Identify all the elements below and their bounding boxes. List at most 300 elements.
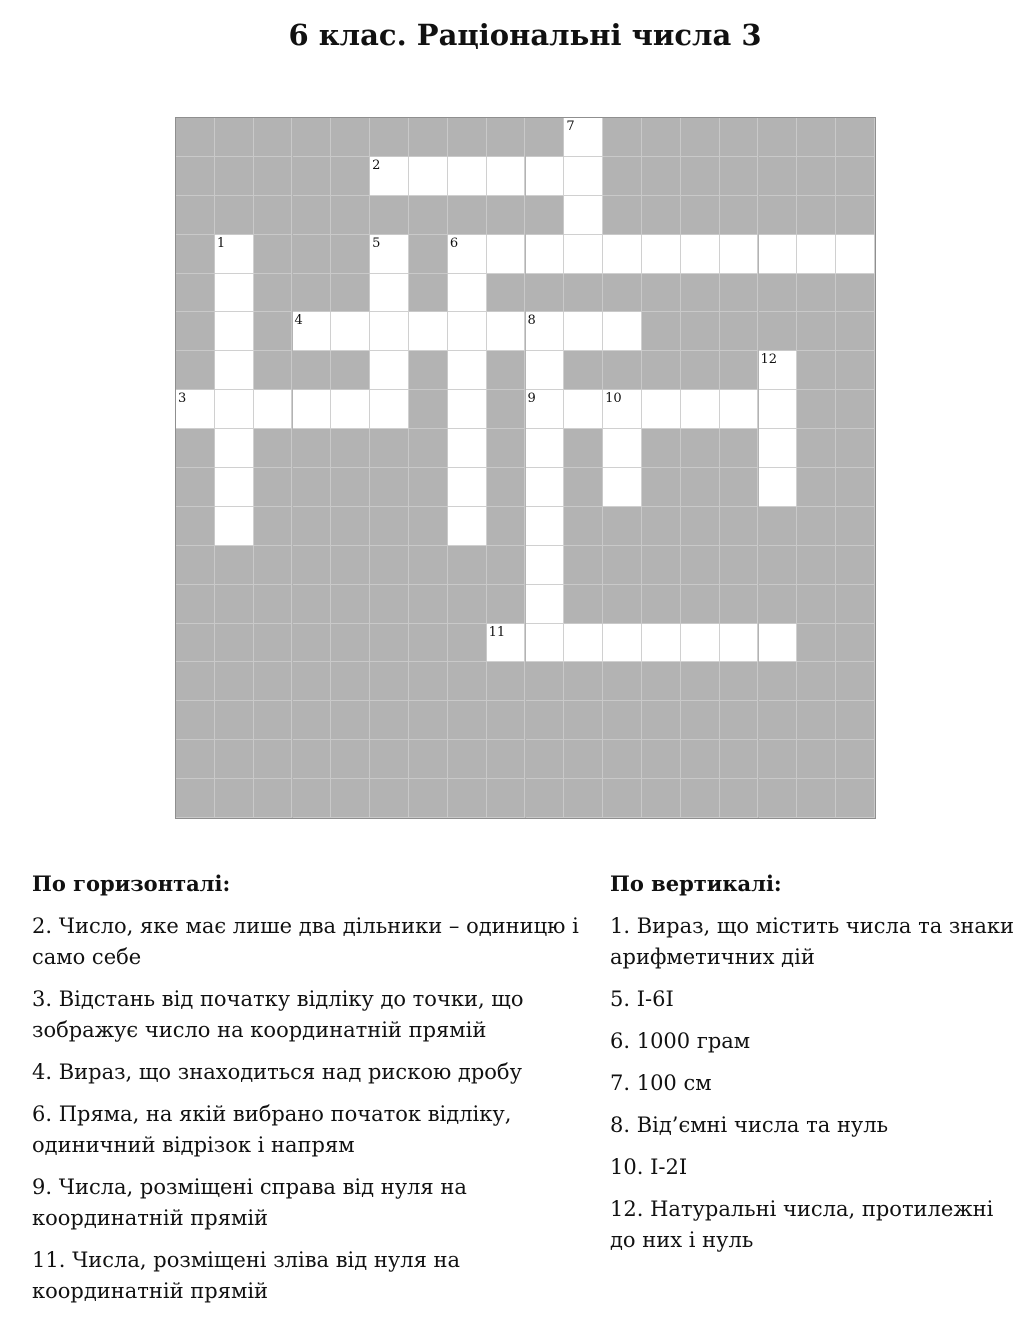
crossword-cell-blocked xyxy=(797,701,836,740)
crossword-cell-blocked xyxy=(370,624,409,663)
crossword-cell-blocked xyxy=(720,312,759,351)
crossword-cell-open[interactable] xyxy=(487,157,526,196)
crossword-cell-blocked xyxy=(448,779,487,818)
crossword-cell-blocked xyxy=(603,351,642,390)
crossword-cell-open[interactable] xyxy=(448,390,487,429)
crossword-cell-blocked xyxy=(642,351,681,390)
crossword-cell-blocked xyxy=(176,779,215,818)
crossword-cell-open[interactable] xyxy=(759,624,798,663)
crossword-cell-blocked xyxy=(681,157,720,196)
crossword-cell-open[interactable] xyxy=(564,312,603,351)
down-clue-8: 8. Від’ємні числа та нуль xyxy=(610,1113,889,1137)
crossword-cell-blocked xyxy=(176,585,215,624)
crossword-cell-blocked xyxy=(564,507,603,546)
crossword-cell-blocked xyxy=(331,157,370,196)
crossword-cell-open[interactable] xyxy=(720,390,759,429)
down-clue-6: 6. 1000 грам xyxy=(610,1029,751,1053)
crossword-cell-blocked xyxy=(176,157,215,196)
crossword-cell-open[interactable] xyxy=(370,157,409,196)
crossword-cell-blocked xyxy=(293,196,332,235)
crossword-cell-blocked xyxy=(797,274,836,313)
crossword-cell-open[interactable] xyxy=(448,507,487,546)
crossword-cell-blocked xyxy=(409,235,448,274)
crossword-cell-blocked xyxy=(836,662,875,701)
crossword-cell-blocked xyxy=(176,274,215,313)
crossword-cell-blocked xyxy=(254,235,293,274)
crossword-cell-open[interactable] xyxy=(370,274,409,313)
crossword-cell-blocked xyxy=(293,351,332,390)
crossword-cell-open[interactable] xyxy=(293,390,332,429)
crossword-cell-open[interactable] xyxy=(331,390,370,429)
crossword-cell-open[interactable] xyxy=(564,624,603,663)
crossword-cell-blocked xyxy=(176,468,215,507)
crossword-cell-blocked xyxy=(254,468,293,507)
crossword-cell-blocked xyxy=(759,701,798,740)
crossword-cell-blocked xyxy=(681,196,720,235)
down-clue-10: 10. І-2І xyxy=(610,1155,688,1179)
crossword-cell-blocked xyxy=(681,118,720,157)
crossword-cell-blocked xyxy=(254,312,293,351)
crossword-cell-blocked xyxy=(487,546,526,585)
crossword-cell-blocked xyxy=(176,235,215,274)
crossword-cell-open[interactable] xyxy=(836,235,875,274)
crossword-cell-blocked xyxy=(448,196,487,235)
crossword-cell-open[interactable] xyxy=(603,235,642,274)
crossword-cell-blocked xyxy=(370,507,409,546)
crossword-cell-blocked xyxy=(797,351,836,390)
crossword-cell-open[interactable] xyxy=(487,624,526,663)
crossword-cell-blocked xyxy=(759,157,798,196)
crossword-cell-blocked xyxy=(603,118,642,157)
crossword-cell-blocked xyxy=(409,662,448,701)
down-clues xyxy=(610,868,1020,1267)
page-title: 6 клас. Раціональні числа 3 xyxy=(288,18,762,52)
crossword-cell-blocked xyxy=(409,546,448,585)
crossword-cell-blocked xyxy=(293,624,332,663)
crossword-cell-blocked xyxy=(331,118,370,157)
crossword-cell-blocked xyxy=(409,624,448,663)
crossword-cell-blocked xyxy=(293,274,332,313)
crossword-cell-blocked xyxy=(564,351,603,390)
crossword-cell-open[interactable] xyxy=(526,624,565,663)
crossword-cell-open[interactable] xyxy=(526,312,565,351)
crossword-cell-blocked xyxy=(720,662,759,701)
crossword-cell-blocked xyxy=(526,118,565,157)
crossword-cell-blocked xyxy=(720,779,759,818)
crossword-cell-blocked xyxy=(215,196,254,235)
crossword-cell-blocked xyxy=(797,429,836,468)
crossword-cell-blocked xyxy=(254,351,293,390)
crossword-cell-blocked xyxy=(254,740,293,779)
crossword-cell-open[interactable] xyxy=(370,235,409,274)
crossword-cell-blocked xyxy=(176,312,215,351)
crossword-cell-blocked xyxy=(293,740,332,779)
crossword-cell-blocked xyxy=(797,585,836,624)
crossword-cell-open[interactable] xyxy=(215,274,254,313)
clue-number: 1 xyxy=(216,235,226,251)
crossword-cell-blocked xyxy=(797,196,836,235)
crossword-cell-blocked xyxy=(603,701,642,740)
crossword-cell-blocked xyxy=(215,740,254,779)
crossword-cell-blocked xyxy=(720,468,759,507)
crossword-cell-blocked xyxy=(642,157,681,196)
crossword-cell-open[interactable] xyxy=(603,624,642,663)
crossword-cell-blocked xyxy=(176,507,215,546)
crossword-cell-blocked xyxy=(603,274,642,313)
crossword-cell-open[interactable] xyxy=(448,468,487,507)
crossword-cell-blocked xyxy=(331,429,370,468)
crossword-cell-blocked xyxy=(487,390,526,429)
crossword-cell-blocked xyxy=(331,701,370,740)
crossword-cell-open[interactable] xyxy=(215,468,254,507)
crossword-cell-open[interactable] xyxy=(526,429,565,468)
crossword-cell-open[interactable] xyxy=(448,274,487,313)
crossword-cell-blocked xyxy=(409,468,448,507)
crossword-cell-blocked xyxy=(254,624,293,663)
crossword-cell-open[interactable] xyxy=(603,312,642,351)
crossword-cell-blocked xyxy=(681,585,720,624)
crossword-cell-open[interactable] xyxy=(564,196,603,235)
crossword-cell-blocked xyxy=(293,235,332,274)
crossword-cell-blocked xyxy=(720,546,759,585)
crossword-cell-blocked xyxy=(448,585,487,624)
clue-number: 11 xyxy=(488,624,506,640)
crossword-cell-open[interactable] xyxy=(526,507,565,546)
crossword-cell-blocked xyxy=(176,624,215,663)
crossword-cell-blocked xyxy=(759,118,798,157)
crossword-cell-open[interactable] xyxy=(448,157,487,196)
crossword-cell-open[interactable] xyxy=(642,235,681,274)
crossword-cell-blocked xyxy=(176,351,215,390)
crossword-cell-blocked xyxy=(293,468,332,507)
crossword-cell-blocked xyxy=(215,585,254,624)
crossword-cell-blocked xyxy=(370,546,409,585)
crossword-cell-blocked xyxy=(409,585,448,624)
crossword-cell-open[interactable] xyxy=(603,468,642,507)
clue-number: 10 xyxy=(605,391,622,407)
crossword-cell-blocked xyxy=(293,157,332,196)
clue-number: 4 xyxy=(294,313,303,329)
crossword-cell-blocked xyxy=(681,429,720,468)
crossword-cell-blocked xyxy=(836,779,875,818)
crossword-cell-blocked xyxy=(642,312,681,351)
crossword-cell-blocked xyxy=(176,118,215,157)
across-clue-11: 11. Числа, розміщені зліва від нуля на координатній прямій xyxy=(32,1248,461,1303)
across-clues xyxy=(32,868,592,1318)
crossword-cell-blocked xyxy=(293,779,332,818)
crossword-cell-blocked xyxy=(487,701,526,740)
clue-number: 9 xyxy=(527,391,536,407)
crossword-cell-blocked xyxy=(603,507,642,546)
crossword-cell-open[interactable] xyxy=(681,390,720,429)
crossword-cell-blocked xyxy=(254,157,293,196)
crossword-cell-open[interactable] xyxy=(681,235,720,274)
crossword-cell-blocked xyxy=(797,662,836,701)
crossword-cell-blocked xyxy=(642,468,681,507)
crossword-cell-open[interactable] xyxy=(603,429,642,468)
crossword-cell-open[interactable] xyxy=(215,235,254,274)
crossword-cell-blocked xyxy=(797,624,836,663)
crossword-cell-blocked xyxy=(642,585,681,624)
crossword-cell-blocked xyxy=(564,546,603,585)
crossword-cell-blocked xyxy=(642,701,681,740)
crossword-cell-blocked xyxy=(254,779,293,818)
crossword-cell-open[interactable] xyxy=(487,312,526,351)
crossword-cell-open[interactable] xyxy=(370,390,409,429)
crossword-cell-open[interactable] xyxy=(487,235,526,274)
crossword-cell-blocked xyxy=(331,740,370,779)
crossword-cell-blocked xyxy=(564,740,603,779)
crossword-cell-blocked xyxy=(759,312,798,351)
crossword-cell-blocked xyxy=(409,351,448,390)
crossword-cell-blocked xyxy=(176,701,215,740)
crossword-cell-blocked xyxy=(836,429,875,468)
crossword-cell-blocked xyxy=(681,779,720,818)
clue-number: 2 xyxy=(372,157,381,173)
crossword-cell-blocked xyxy=(487,662,526,701)
crossword-cell-blocked xyxy=(564,779,603,818)
crossword-cell-blocked xyxy=(448,740,487,779)
crossword-cell-blocked xyxy=(487,585,526,624)
crossword-cell-blocked xyxy=(487,429,526,468)
crossword-cell-blocked xyxy=(215,546,254,585)
crossword-cell-blocked xyxy=(836,740,875,779)
crossword-cell-blocked xyxy=(720,429,759,468)
crossword-cell-blocked xyxy=(293,701,332,740)
crossword-cell-blocked xyxy=(526,779,565,818)
crossword-cell-blocked xyxy=(642,740,681,779)
crossword-cell-blocked xyxy=(215,118,254,157)
crossword-cell-blocked xyxy=(293,429,332,468)
crossword-cell-open[interactable] xyxy=(176,390,215,429)
crossword-cell-blocked xyxy=(564,701,603,740)
crossword-cell-blocked xyxy=(797,546,836,585)
crossword-cell-blocked xyxy=(759,546,798,585)
crossword-cell-blocked xyxy=(176,740,215,779)
crossword-cell-blocked xyxy=(603,662,642,701)
crossword-cell-open[interactable] xyxy=(370,351,409,390)
crossword-cell-blocked xyxy=(370,779,409,818)
crossword-cell-blocked xyxy=(331,546,370,585)
crossword-cell-open[interactable] xyxy=(642,624,681,663)
crossword-cell-blocked xyxy=(176,662,215,701)
crossword-cell-blocked xyxy=(836,701,875,740)
crossword-cell-blocked xyxy=(759,662,798,701)
crossword-cell-blocked xyxy=(836,274,875,313)
crossword-cell-blocked xyxy=(681,662,720,701)
crossword-cell-open[interactable] xyxy=(448,235,487,274)
crossword-cell-blocked xyxy=(487,118,526,157)
crossword-cell-blocked xyxy=(564,274,603,313)
crossword-cell-open[interactable] xyxy=(526,390,565,429)
across-clue-9: 9. Числа, розміщені справа від нуля на координатній прямій xyxy=(32,1175,467,1230)
crossword-cell-open[interactable] xyxy=(681,624,720,663)
crossword-cell-open[interactable] xyxy=(448,429,487,468)
crossword-cell-blocked xyxy=(603,196,642,235)
crossword-cell-blocked xyxy=(720,585,759,624)
crossword-cell-open[interactable] xyxy=(526,157,565,196)
crossword-cell-blocked xyxy=(254,585,293,624)
crossword-cell-blocked xyxy=(487,351,526,390)
crossword-cell-blocked xyxy=(254,507,293,546)
crossword-cell-blocked xyxy=(215,779,254,818)
crossword-cell-open[interactable] xyxy=(526,235,565,274)
crossword-cell-blocked xyxy=(720,157,759,196)
crossword-cell-blocked xyxy=(720,274,759,313)
crossword-cell-blocked xyxy=(331,662,370,701)
crossword-cell-blocked xyxy=(836,390,875,429)
crossword-cell-blocked xyxy=(370,701,409,740)
crossword-cell-blocked xyxy=(836,507,875,546)
crossword-cell-blocked xyxy=(759,585,798,624)
crossword-cell-open[interactable] xyxy=(215,351,254,390)
crossword-cell-blocked xyxy=(254,662,293,701)
crossword-cell-blocked xyxy=(526,196,565,235)
crossword-cell-blocked xyxy=(370,662,409,701)
crossword-cell-open[interactable] xyxy=(448,351,487,390)
crossword-cell-blocked xyxy=(797,390,836,429)
crossword-cell-blocked xyxy=(409,390,448,429)
crossword-cell-blocked xyxy=(642,429,681,468)
crossword-cell-blocked xyxy=(681,701,720,740)
crossword-cell-open[interactable] xyxy=(797,235,836,274)
crossword-cell-open[interactable] xyxy=(331,312,370,351)
down-clue-7: 7. 100 см xyxy=(610,1071,712,1095)
crossword-cell-blocked xyxy=(215,701,254,740)
down-clue-1: 1. Вираз, що містить числа та знаки арифметичних дій xyxy=(610,914,1014,969)
crossword-cell-blocked xyxy=(409,196,448,235)
crossword-cell-blocked xyxy=(681,274,720,313)
crossword-cell-blocked xyxy=(176,429,215,468)
crossword-cell-open[interactable] xyxy=(409,157,448,196)
crossword-cell-blocked xyxy=(720,507,759,546)
crossword-cell-blocked xyxy=(603,779,642,818)
crossword-cell-open[interactable] xyxy=(759,235,798,274)
crossword-cell-blocked xyxy=(254,196,293,235)
crossword-cell-blocked xyxy=(254,701,293,740)
crossword-cell-open[interactable] xyxy=(564,235,603,274)
crossword-cell-open[interactable] xyxy=(254,390,293,429)
crossword-cell-blocked xyxy=(836,585,875,624)
crossword-cell-blocked xyxy=(603,740,642,779)
crossword-cell-blocked xyxy=(215,157,254,196)
crossword-cell-open[interactable] xyxy=(526,468,565,507)
crossword-cell-blocked xyxy=(681,507,720,546)
crossword-cell-open[interactable] xyxy=(215,429,254,468)
crossword-cell-blocked xyxy=(176,546,215,585)
crossword-cell-open[interactable] xyxy=(215,390,254,429)
crossword-cell-blocked xyxy=(564,429,603,468)
crossword-cell-open[interactable] xyxy=(564,157,603,196)
crossword-cell-blocked xyxy=(642,662,681,701)
crossword-cell-open[interactable] xyxy=(759,468,798,507)
crossword-cell-blocked xyxy=(448,624,487,663)
crossword-cell-blocked xyxy=(448,546,487,585)
crossword-cell-blocked xyxy=(642,196,681,235)
crossword-cell-blocked xyxy=(836,118,875,157)
crossword-cell-blocked xyxy=(720,701,759,740)
crossword-cell-blocked xyxy=(487,196,526,235)
crossword-cell-open[interactable] xyxy=(370,312,409,351)
crossword-cell-blocked xyxy=(836,312,875,351)
crossword-cell-open[interactable] xyxy=(526,546,565,585)
across-clue-4: 4. Вираз, що знаходиться над рискою дробу xyxy=(32,1060,522,1084)
crossword-cell-blocked xyxy=(797,468,836,507)
crossword-cell-blocked xyxy=(564,585,603,624)
crossword-cell-blocked xyxy=(331,507,370,546)
crossword-cell-open[interactable] xyxy=(215,312,254,351)
clue-number: 3 xyxy=(178,391,187,407)
crossword-cell-blocked xyxy=(254,274,293,313)
crossword-cell-open[interactable] xyxy=(448,312,487,351)
crossword-cell-open[interactable] xyxy=(564,390,603,429)
down-clue-12: 12. Натуральні числа, протилежні до них і нуль xyxy=(610,1197,994,1252)
crossword-cell-blocked xyxy=(642,274,681,313)
crossword-cell-blocked xyxy=(254,429,293,468)
crossword-cell-blocked xyxy=(526,701,565,740)
crossword-cell-blocked xyxy=(759,274,798,313)
crossword-cell-open[interactable] xyxy=(526,585,565,624)
clue-number: 7 xyxy=(566,119,575,134)
crossword-cell-open[interactable] xyxy=(409,312,448,351)
clue-number: 6 xyxy=(449,235,459,251)
crossword-cell-blocked xyxy=(331,624,370,663)
crossword-cell-blocked xyxy=(603,157,642,196)
crossword-cell-blocked xyxy=(526,274,565,313)
crossword-cell-blocked xyxy=(370,585,409,624)
crossword-cell-blocked xyxy=(836,157,875,196)
crossword-cell-blocked xyxy=(681,468,720,507)
crossword-cell-blocked xyxy=(564,662,603,701)
across-clue-3: 3. Відстань від початку відліку до точки, що зображує число на координатній прямій xyxy=(32,987,524,1042)
crossword-cell-open[interactable] xyxy=(720,624,759,663)
crossword-cell-open[interactable] xyxy=(759,390,798,429)
crossword-cell-open[interactable] xyxy=(526,351,565,390)
crossword-cell-blocked xyxy=(331,585,370,624)
crossword-cell-open[interactable] xyxy=(759,429,798,468)
crossword-cell-blocked xyxy=(526,662,565,701)
crossword-cell-blocked xyxy=(797,740,836,779)
clue-number: 8 xyxy=(527,313,536,329)
crossword-cell-blocked xyxy=(797,507,836,546)
crossword-cell-blocked xyxy=(642,507,681,546)
crossword-cell-blocked xyxy=(293,546,332,585)
down-clue-5: 5. І-6І xyxy=(610,987,674,1011)
crossword-cell-open[interactable] xyxy=(603,390,642,429)
crossword-cell-open[interactable] xyxy=(642,390,681,429)
crossword-cell-blocked xyxy=(370,196,409,235)
crossword-cell-blocked xyxy=(331,468,370,507)
crossword-cell-open[interactable] xyxy=(215,507,254,546)
crossword-cell-open[interactable] xyxy=(293,312,332,351)
crossword-cell-blocked xyxy=(526,740,565,779)
crossword-cell-blocked xyxy=(409,429,448,468)
crossword-cell-blocked xyxy=(293,585,332,624)
across-clue-2: 2. Число, яке має лише два дільники – одиницю і само себе xyxy=(32,914,579,969)
crossword-cell-blocked xyxy=(642,546,681,585)
crossword-cell-blocked xyxy=(487,740,526,779)
crossword-cell-blocked xyxy=(448,701,487,740)
crossword-cell-open[interactable] xyxy=(759,351,798,390)
crossword-cell-open[interactable] xyxy=(720,235,759,274)
crossword-cell-blocked xyxy=(797,779,836,818)
crossword-cell-blocked xyxy=(759,196,798,235)
crossword-cell-blocked xyxy=(720,118,759,157)
crossword-cell-open[interactable] xyxy=(564,118,603,157)
crossword-cell-blocked xyxy=(331,779,370,818)
across-heading: По горизонталі: xyxy=(32,871,231,896)
crossword-cell-blocked xyxy=(759,779,798,818)
